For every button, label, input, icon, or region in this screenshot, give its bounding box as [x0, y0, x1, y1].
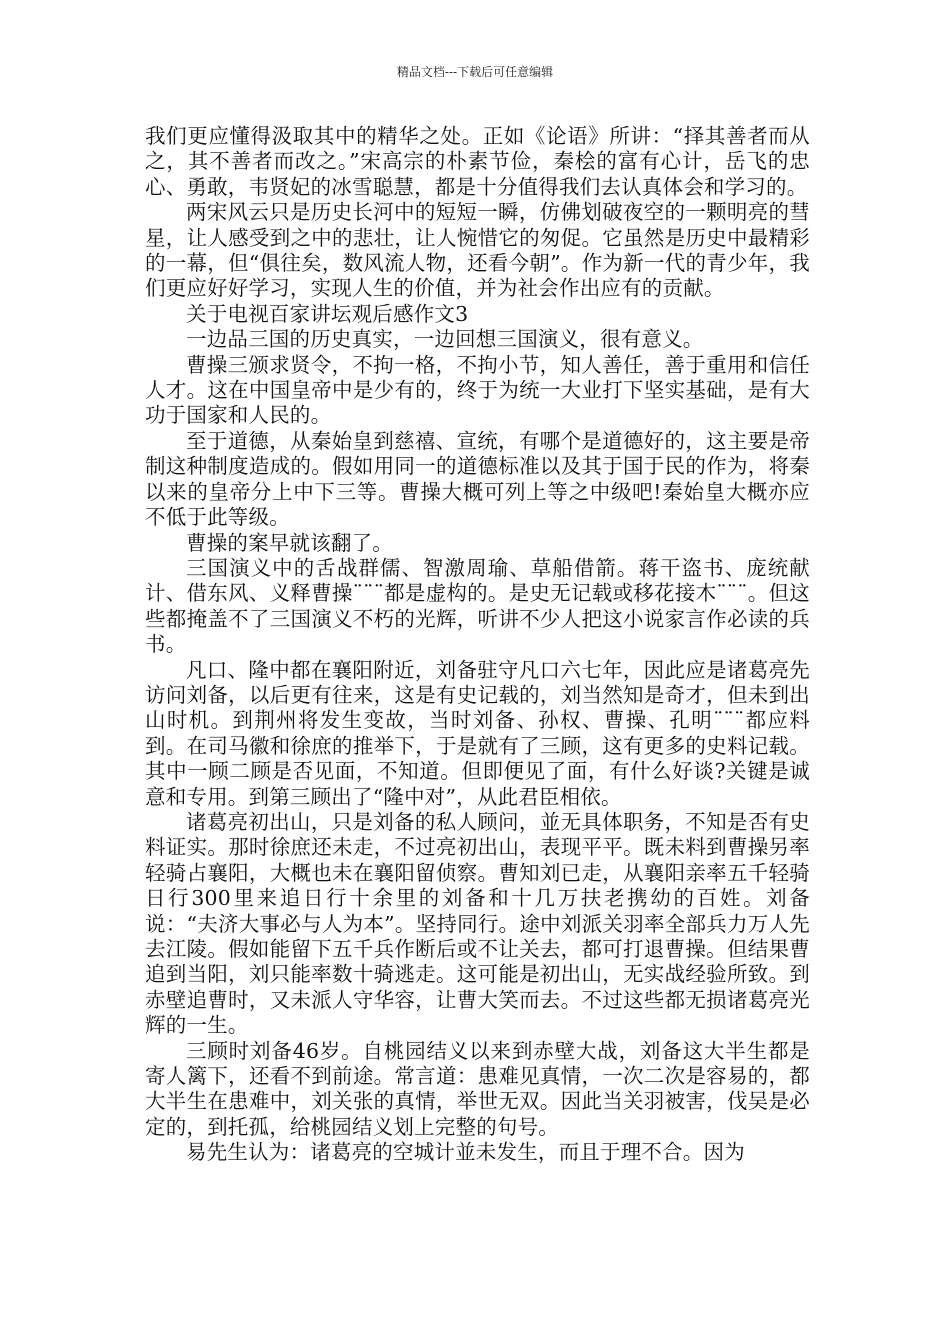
paragraph: 曹操三颁求贤令，不拘一格，不拘小节，知人善任，善于重用和信任人才。这在中国皇帝中是少有的，终于为统一大业打下坚实基础，是有大功于国家和人民的。 [145, 352, 810, 428]
paragraph: 我们更应懂得汲取其中的精华之处。正如《论语》所讲：“择其善者而从之，其不善者而改之。”宋高宗的朴素节俭，秦桧的富有心计，岳飞的忠心、勇敢，韦贤妃的冰雪聪慧，都是十分值得我们去认真体会和学习的。 [145, 124, 810, 199]
paragraph: 一边品三国的历史真实，一边回想三国演义，很有意义。 [186, 327, 704, 352]
paragraph: 三国演义中的舌战群儒、智激周瑜、草船借箭。蒋干盗书、庞统献计、借东风、义释曹操¨¨¨都是虚构的。是史无记载或移花接木¨¨¨。但这些都掩盖不了三国演义不朽的光辉，听讲不少人把这小说家言作必读的兵书。 [145, 555, 810, 657]
paragraph: 易先生认为：诸葛亮的空城计並未发生，而且于理不合。因为 [186, 1140, 745, 1165]
paragraph: 曹操的案早就该翻了。 [186, 530, 393, 555]
paragraph: 诸葛亮初出山，只是刘备的私人顾问，並无具体职务，不知是否有史料证实。那时徐庶还未走，不过亮初出山，表现平平。既未料到曹操另率轻骑占襄阳，大概也未在襄阳留侦察。曹知刘已走，从襄阳亲率五千轻骑日行300里来追日行十余里的刘备和十几万扶老携幼的百姓。刘备说：“夫济大事必与人为本”。坚持同行。途中刘派关羽率全部兵力万人先去江陵。假如能留下五千兵作断后或不让关去，都可打退曹操。但结果曹追到当阳，刘只能率数十骑逃走。这可能是初出山，无实战经验所致。到赤壁追曹时，又未派人守华容，让曹大笑而去。不过这些都无损诸葛亮光辉的一生。 [145, 809, 810, 1038]
paragraph: 两宋风云只是历史长河中的短短一瞬，仿佛划破夜空的一颗明亮的彗星，让人感受到之中的悲壮，让人惋惜它的匆促。它虽然是历史中最精彩的一幕，但“俱往矣，数风流人物，还看今朝”。作为新一代的青少年，我们更应好好学习，实现人生的价值，并为社会作出应有的贡献。 [145, 200, 810, 301]
paragraph: 三顾时刘备46岁。自桃园结义以来到赤壁大战，刘备这大半生都是寄人篱下，还看不到前途。常言道：患难见真情，一次二次是容易的，都大半生在患难中，刘关张的真情，举世无双。因此当关羽被害，伐吴是必定的，到托孤，给桃园结义划上完整的句号。 [145, 1038, 810, 1139]
section-title: 关于电视百家讲坛观后感作文3 [186, 301, 469, 326]
paragraph: 至于道德，从秦始皇到慈禧、宣统，有哪个是道德好的，这主要是帝制这种制度造成的。假如用同一的道德标准以及其于国于民的作为，将秦以来的皇帝分上中下三等。曹操大概可列上等之中级吧!秦始皇大概亦应不低于此等级。 [145, 428, 810, 530]
article-body [145, 124, 810, 1166]
paragraph: 凡口、隆中都在襄阳附近，刘备驻守凡口六七年，因此应是诸葛亮先访问刘备，以后更有往来，这是有史记载的，刘当然知是奇才，但未到出山时机。到荆州将发生变故，当时刘备、孙权、曹操、孔明¨¨¨都应料到。在司马徽和徐庶的推举下，于是就有了三顾，这有更多的史料记载。其中一顾二顾是否见面，不知道。但即便见了面，有什么好谈?关键是诚意和专用。到第三顾出了“隆中对”，从此君臣相依。 [145, 657, 810, 809]
page-header: 精品文档---下载后可任意编辑 [396, 65, 554, 79]
